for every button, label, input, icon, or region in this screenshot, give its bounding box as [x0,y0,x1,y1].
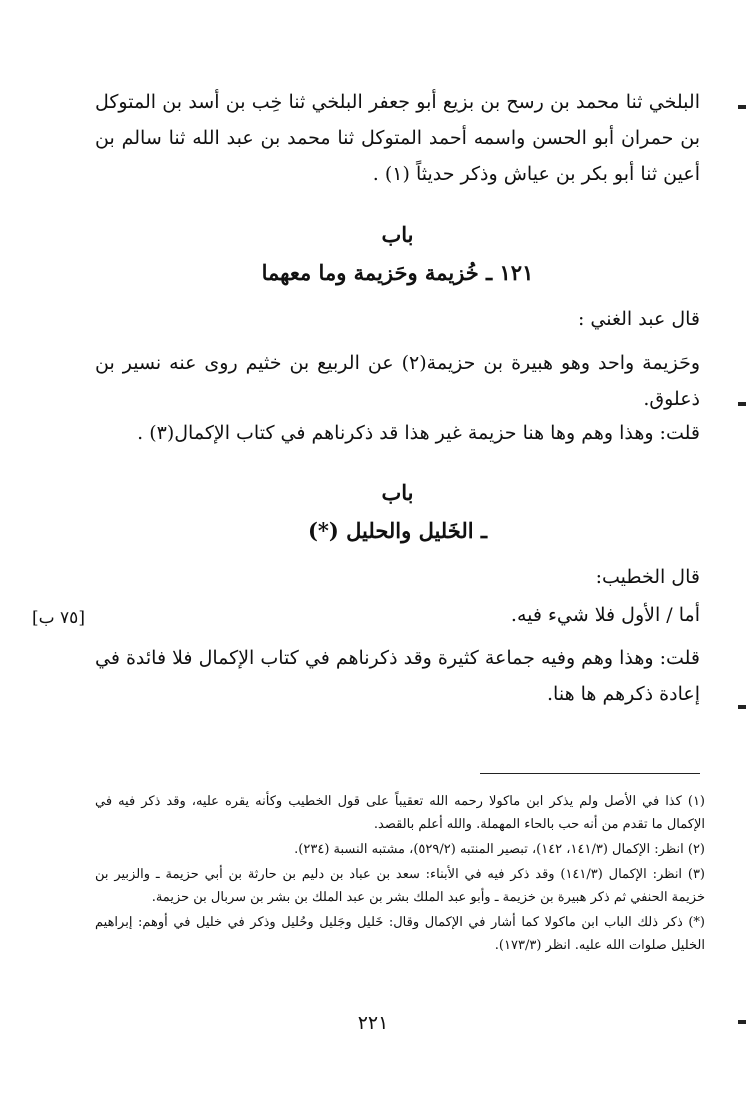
page-number: ٢٢١ [357,1012,389,1034]
footnote-1: (١) كذا في الأصل ولم يذكر ابن ماكولا رحمه الله تعقيباً على قول الخطيب وكأنه يقره عليه، وقد ذكر فيه في الإكمال ما تقدم من أنه حب بالحاء المهملة. والله أعلم بالقصد. [95,794,705,832]
footnote-2: (٢) انظر: الإكمال (١٤١/٣، ١٤٢)، تبصير المنتبه (٥٢٩/٢)، مشتبه النسبة (٢٣٤). [294,842,705,857]
paragraph-isnad: البلخي ثنا محمد بن رسح بن بزيع أبو جعفر البلخي ثنا خِب بن أسد بن المتوكل بن حمران أبو الحسن واسمه أحمد المتوكل ثنا محمد بن عبد الله ثنا سالم بن أعين ثنا أبو بكر بن عياش وذكر حديثاً (١) . [95,91,700,185]
paragraph-awwal: أما / الأول فلا شيء فيه. [510,604,700,626]
speaker-abd-al-ghani: قال عبد الغني : [577,308,700,330]
footnote-separator [480,773,700,774]
page-edge-mark [738,705,746,709]
manuscript-folio-reference: [٧٥ ب] [32,608,85,628]
paragraph-qultu-2: قلت: وهذا وهم وفيه جماعة كثيرة وقد ذكرناهم في كتاب الإكمال فلا فائدة في إعادة ذكرهم ها هنا. [95,647,700,705]
section-heading-bab-1: باب [381,222,414,247]
section-title-121: ١٢١ ـ خُزيمة وحَزيمة وما معهما [261,260,534,285]
page-edge-mark [738,1020,746,1024]
section-title-khalil: ـ الخَليل والحليل (*) [307,518,488,543]
paragraph-qultu-1: قلت: وهذا وهم وها هنا حزيمة غير هذا قد ذكرناهم في كتاب الإكمال(٣) . [137,422,700,444]
speaker-al-khatib: قال الخطيب: [595,566,700,588]
page-edge-mark [738,105,746,109]
page-edge-mark [738,402,746,406]
footnote-asterisk: (*) ذكر ذلك الباب ابن ماكولا كما أشار في الإكمال وقال: خَليل وجَليل وحُليل وذكر في خليل في أوهم: إبراهيم الخليل صلوات الله عليه. انظر (١٧٣/٣). [95,915,705,953]
footnotes [95,790,705,959]
section-heading-bab-2: باب [381,480,414,505]
footnote-3: (٣) انظر: الإكمال (١٤١/٣) وقد ذكر فيه في الأبناء: سعد بن عباد بن دليم بن حارثة بن أبي حزيمة ـ والزبير بن خزيمة الحنفي ثم ذكر هبيرة بن خزيمة ـ وأبو عبد الملك بشر بن عبد الملك بن بشر بن سربال بن حزيمة. [95,867,705,905]
paragraph-hazima: وحَزيمة واحد وهو هبيرة بن حزيمة(٢) عن الربيع بن خثيم روى عنه نسير بن ذعلوق. [95,352,700,410]
